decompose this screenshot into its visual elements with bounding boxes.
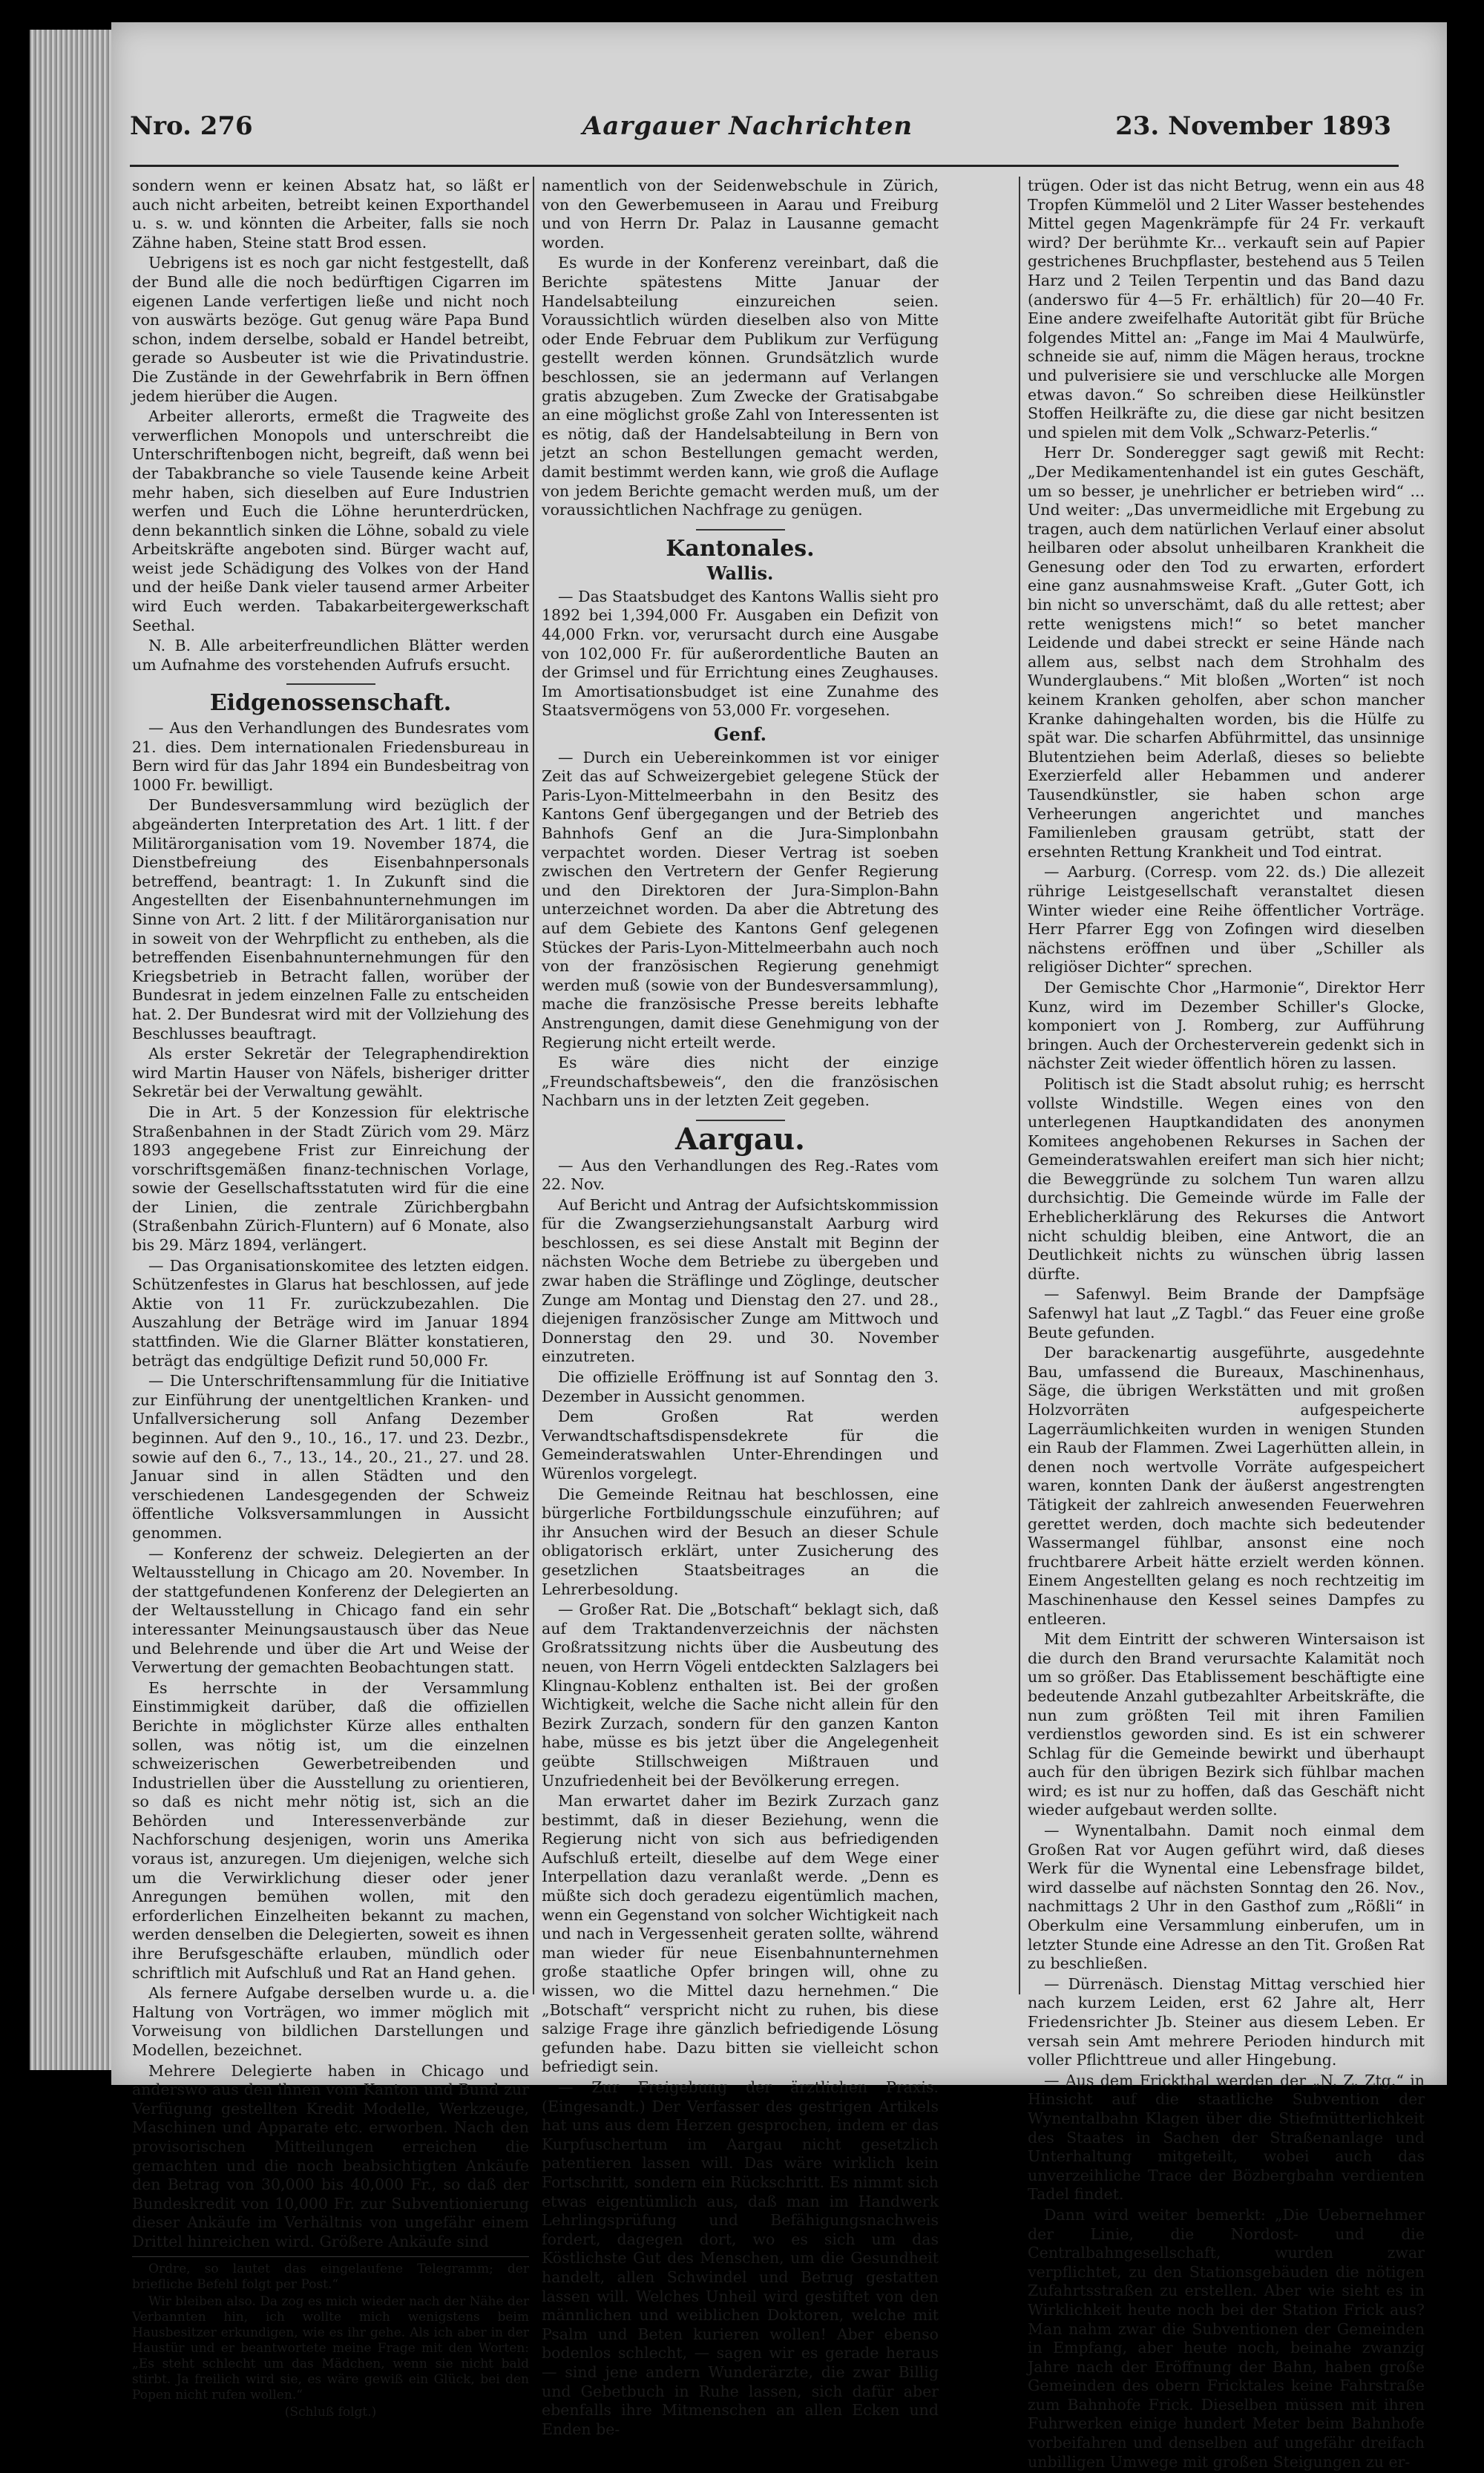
- article-paragraph: Es wäre dies nicht der einzige „Freundschaftsbeweis“, den die französischen Nachbarn uns in der letzten Zeit gegeben.: [542, 1054, 939, 1110]
- section-divider: [696, 1120, 785, 1121]
- article-paragraph: N. B. Alle arbeiterfreundlichen Blätter werden um Aufnahme des vorstehenden Aufrufs ersucht.: [132, 637, 529, 674]
- article-paragraph: — Aus dem Frickthal werden der „N. Z. Ztg.“ in Hinsicht auf die staatliche Subvention der Wynentalbahn Klagen über die Stiefmütterlichkeit des Staates in Sachen der Straßenanlage und Unterhaltung mitgeteilt, wobei auch das unverzeihliche Trace der Bözbergbahn verdienten Tadel findet.: [1028, 2071, 1425, 2204]
- article-paragraph: Die offizielle Eröffnung ist auf Sonntag den 3. Dezember in Aussicht genommen.: [542, 1368, 939, 1405]
- article-paragraph: — Die Unterschriftensammlung für die Initiative zur Einführung der unentgeltlichen Kranken- und Unfallversicherung soll Anfang Dezember beginnen. Auf den 9., 10., 16., 17. und 23. Dezbr., sowie auf den 6., 7., 13., 14., 20., 21., 27. und 28. Januar sind in allen Städten und den verschiedenen Landesgegenden der Schweiz öffentliche Volksversammlungen in Aussicht genommen.: [132, 1372, 529, 1542]
- article-paragraph: Mit dem Eintritt der schweren Wintersaison ist die durch den Brand verursachte Kalamität noch um so größer. Das Etablissement beschäftigte eine bedeutende Anzahl gutbezahlter Arbeitskräfte, die nun zum größten Teil mit ihren Familien verdienstlos geworden sind. Es ist ein schwerer Schlag für die Gemeinde bewirkt und überhaupt auch für den übrigen Bezirk sich fühlbar machen wird; es ist nur zu hoffen, daß das Geschäft nicht wieder aufgebaut werden sollte.: [1028, 1630, 1425, 1819]
- article-paragraph: Politisch ist die Stadt absolut ruhig; es herrscht vollste Windstille. Wegen eines von den unterlegenen Hauptkandidaten des anonymen Komitees angehobenen Rekurses in Sachen der Gemeinderatswahlen ereifert man sich hier nicht; die Beweggründe zu solchem Tun waren allzu durchsichtig. Die Gemeinde würde im Falle der Erheblicherklärung des Rekurses die Antwort nicht schuldig bleiben, eine Antwort, die an Deutlichkeit nichts zu wünschen übrig lassen dürfte.: [1028, 1074, 1425, 1283]
- issue-number: Nro. 276: [130, 111, 253, 141]
- article-paragraph: — Konferenz der schweiz. Delegierten an der Weltausstellung in Chicago am 20. November. In der stattgefundenen Konferenz der Delegierten an der Weltausstellung in Chicago fand ein sehr interessanter Meinungsaustausch über das Neue und Belehrende und über die Art und Weise der Verwertung der gemachten Beobachtungen statt.: [132, 1544, 529, 1677]
- column-divider: [1019, 177, 1020, 1994]
- column-3: [1028, 177, 1425, 2473]
- article-paragraph: — Aarburg. (Corresp. vom 22. ds.) Die allezeit rührige Leistgesellschaft veranstaltet diesen Winter wieder eine Reihe öffentlicher Vorträge. Herr Pfarrer Egg von Zofingen wird dieselben nächstens eröffnen und über „Schiller als religiöser Dichter“ sprechen.: [1028, 863, 1425, 976]
- article-paragraph: — Zur Freigebung der ärztlichen Praxis. (Eingesandt.) Der Verfasser des gestrigen Artikels hat uns aus dem Herzen gesprochen, indem er das Kurpfuschertum im Aargau nicht gesetzlich patentieren lassen will. Das wäre wirklich kein Fortschritt, sondern ein Rückschritt. Es nimmt sich etwas eigentümlich aus, daß man im Handwerk Lehrlingsprüfung und Befähigungsnachweis fordert, dagegen dort, wo es sich um das Köstlichste Gut des Menschen, um die Gesundheit handelt, allen Schwindel und Betrug gestatten lassen will. Welches Unheil wird gestiftet von den männlichen und weiblichen Doktoren, welche mit Psalm und Beten kurieren wollen! Aber ebenso bodenlos schlecht, — sagen wir es gerade heraus — sind jene andern Wunderärzte, die zwar Billig und Gebetbuch in Ruhe lassen, sich dafür aber ebenfalls ihre Mitmenschen an allen Ecken und Enden be-: [542, 2078, 939, 2438]
- subsection-heading: Genf.: [713, 723, 767, 746]
- article-paragraph: Arbeiter allerorts, ermeßt die Tragweite des verwerflichen Monopols und unterschreibt die Unterschriftenbogen nicht, begreift, daß wenn bei der Tabakbranche so viele Tausende keine Arbeit mehr haben, sich dieselben auf Eure Industrien werfen und Euch die Löhne herunterdrücken, denn bekanntlich sinken die Löhne, sobald zu viele Arbeitskräfte angeboten sind. Bürger wacht auf, weist jede Schädigung des Volkes von der Hand und der heiße Dank vieler tausend armer Arbeiter wird Euch werden. Tabakarbeitergewerkschaft Seethal.: [132, 407, 529, 634]
- header-rule: [130, 165, 1399, 167]
- article-paragraph: — Aus den Verhandlungen des Reg.-Rates vom 22. Nov.: [542, 1156, 939, 1194]
- feuilleton-paragraph: Wir bleiben also. Da zog es mich wieder nach der Nähe der Verbannten hin, ich wollte mich wenigstens beim Hausbesitzer erkundigen, wie es ihr gehe. Als ich aber in der Haustür und er beantwortete meine Frage mit den Worten: „Es steht schlecht um das Mädchen, wenn sie nicht bald stirbt. Ja freilich wird sie, es wäre gewiß ein Glück, bei den Popen nicht rufen wollen.“: [132, 2293, 530, 2403]
- article-paragraph: — Dürrenäsch. Dienstag Mittag verschied hier nach kurzem Leiden, erst 62 Jahre alt, Herr Friedensrichter Jb. Steiner aus diesem Leben. Er versah sein Amt mehrere Perioden hindurch mit voller Pflichttreue und aller Hingebung.: [1028, 1974, 1425, 2069]
- article-paragraph: Auf Bericht und Antrag der Aufsichtskommission für die Zwangserziehungsanstalt Aarburg wird beschlossen, es sei diese Anstalt mit Beginn der nächsten Woche dem Betriebe zu übergeben und zwar haben die Sträflinge und Zöglinge, deutscher Zunge am Montag und Dienstag den 27. und 28., diejenigen französischer Zunge am Mittwoch und Donnerstag den 29. und 30. November einzutreten.: [542, 1195, 939, 1366]
- subsection-heading: Wallis.: [706, 562, 774, 585]
- article-paragraph: Die Gemeinde Reitnau hat beschlossen, eine bürgerliche Fortbildungsschule einzuführen; auf ihr Ansuchen wird der Besuch an dieser Schule obligatorisch erklärt, unter Zusicherung des gesetzlichen Staatsbeitrages an die Lehrerbesoldung.: [542, 1485, 939, 1598]
- article-paragraph: Herr Dr. Sonderegger sagt gewiß mit Recht: „Der Medikamentenhandel ist ein gutes Geschäft, um so besser, je unehrlicher er betrieben wird“ ... Und weiter: „Das unvermeidliche mit Ergebung zu tragen, auch dem natürlichen Verlauf einer absolut heilbaren oder absolut unheilbaren Krankheit die Genesung oder den Tod zu erwarten, erfordert eine ganz ausnahmsweise Kraft. „Guter Gott, ich bin nicht so unverschämt, daß du alle rettest; aber rette wenigstens mich!“ so betet mancher Leidende und dabei streckt er seine Hände nach allem aus, selbst nach dem Strohhalm des Wunderglaubens.“ Mit bloßen „Worten“ ist noch keinem Kranken geholfen, aber schon mancher Kranke dahingehalten worden, bis die Hülfe zu spät war. Die scharfen Abführmittel, das unsinnige Blutentziehen beim Aderlaß, dieses so beliebte Exerzierfeld aller Hebammen und anderer Tausendkünstler, sie haben schon arge Verheerungen angerichtet und manches Familienleben grausam getrübt, statt der ersehnten Rettung Krankheit und Tod eintrat.: [1028, 444, 1425, 861]
- article-paragraph: Der Bundesversammlung wird bezüglich der abgeänderten Interpretation des Art. 1 litt. f der Militärorganisation vom 19. November 1874, die Dienstbefreiung des Eisenbahnpersonals betreffend, beantragt: 1. In Zukunft sind die Angestellten der Eisenbahnunternehmungen im Sinne von Art. 2 litt. f der Militärorganisation nur in soweit von der Wehrpflicht zu entheben, als die betreffenden Eisenbahnunternehmungen für den Kriegsbetrieb in Betracht fallen, worüber der Bundesrat in jedem einzelnen Falle zu entscheiden hat. 2. Der Bundesrat wird mit der Vollziehung des Beschlusses beauftragt.: [132, 796, 529, 1042]
- section-heading: Eidgenossenschaft.: [209, 690, 452, 717]
- article-paragraph: — Das Staatsbudget des Kantons Wallis sieht pro 1892 bei 1,394,000 Fr. Ausgaben ein Defizit von 44,000 Frkn. vor, verursacht durch eine Ausgabe von 102,000 Fr. für außerordentliche Bauten an der Grimsel und für Errichtung eines Zeughauses. Im Amortisationsbudget ist eine Zunahme des Staatsvermögens von 53,000 Fr. vorgesehen.: [542, 587, 939, 720]
- section-divider: [696, 529, 785, 531]
- article-paragraph: sondern wenn er keinen Absatz hat, so läßt er auch nicht arbeiten, betreibt keinen Exporthandel u. s. w. und könnten die Arbeiter, falls sie noch Zähne haben, Steine statt Brod essen.: [132, 177, 529, 252]
- article-paragraph: Uebrigens ist es noch gar nicht festgestellt, daß der Bund alle die noch bedürftigen Cigarren im eigenen Lande verfertigen ließe und nicht noch von auswärts bezöge. Gut genug wäre Papa Bund schon, indem derselbe, sobald er Handel betreibt, gerade so Ausbeuter ist wie die Privatindustrie. Die Zustände in der Gewehrfabrik in Bern öffnen jedem hierüber die Augen.: [132, 254, 529, 405]
- article-paragraph: Mehrere Delegierte haben in Chicago und anderswo aus den ihnen vom Kanton und Bund zur Verfügung gestellten Kredit Modelle, Werkzeuge, Maschinen und Apparate etc. erworben. Nach den provisorischen Mitteilungen erreichen die gemachten und die noch beabsichtigten Ankäufe den Betrag von 30,000 bis 40,000 Fr., so daß der Bundeskredit von 10,000 Fr. zur Subventionierung dieser Ankäufe im Verhältnis von ungefähr einem Drittel hinreichen wird. Größere Ankäufe sind: [132, 2061, 529, 2250]
- feuilleton-paragraph: (Schluß folgt.): [284, 2404, 377, 2420]
- section-heading: Aargau.: [675, 1121, 805, 1157]
- article-paragraph: Es wurde in der Konferenz vereinbart, daß die Berichte spätestens Mitte Januar der Handelsabteilung einzureichen seien. Voraussichtlich würden dieselben also von Mitte oder Ende Februar dem Publikum zur Verfügung gestellt werden können. Grundsätzlich wurde beschlossen, sie an jedermann auf Verlangen gratis abzugeben. Zum Zwecke der Gratisabgabe an eine möglichst große Zahl von Interessenten ist es nötig, daß der Handelsabteilung in Bern von jetzt an schon Bestellungen gemacht werden, damit bestimmt werden kann, wie groß die Auflage von jedem Berichte gemacht werden muß, um der voraussichtlichen Nachfrage zu genügen.: [542, 254, 939, 519]
- article-paragraph: — Großer Rat. Die „Botschaft“ beklagt sich, daß auf dem Traktandenverzeichnis der nächsten Großratssitzung nichts über die Ausbeutung des neuen, von Herrn Vögeli entdeckten Salzlagers bei Klingnau-Koblenz enthalten ist. Bei der großen Wichtigkeit, welche die Sache nicht allein für den Bezirk Zurzach, sondern für den ganzen Kanton habe, müsse es bis jetzt über die Angelegenheit geübte Stillschweigen Mißtrauen und Unzufriedenheit bei der Bevölkerung erregen.: [542, 1600, 939, 1790]
- article-paragraph: Als erster Sekretär der Telegraphendirektion wird Martin Hauser von Näfels, bisheriger dritter Sekretär bei der Verwaltung gewählt.: [132, 1045, 529, 1101]
- article-paragraph: trügen. Oder ist das nicht Betrug, wenn ein aus 48 Tropfen Kümmelöl und 2 Liter Wasser bestehendes Mittel gegen Magenkrämpfe für 24 Fr. verkauft wird? Der berühmte Kr... verkauft sein auf Papier gestrichenes Bruchpflaster, bestehend aus 5 Teilen Harz und 2 Teilen Terpentin und das Band dazu (anderswo für 4—5 Fr. erhältlich) für 20—40 Fr. Eine andere zweifelhafte Autorität gibt für Brüche folgendes Mittel an: „Fange im Mai 4 Maulwürfe, schneide sie auf, nimm die Mägen heraus, trockne und pulverisiere sie und verschlucke alle Morgen etwas davon.“ So schreiben diese Heilkünstler Stoffen Heilkräfte zu, die diese gar nicht besitzen und spielen mit dem Volk „Schwarz-Peterlis.“: [1028, 177, 1425, 441]
- article-paragraph: Dann wird weiter bemerkt: „Die Uebernehmer der Linie, die Nordost- und die Centralbahngesellschaft, wurden zwar verpflichtet, zu den Stationsgebäuden die nötigen Zufahrtsstraßen zu erstellen. Aber wie sieht es in Wirklichkeit heute noch bei der Station Frick aus? Man nahm zwar die Subventionen der Gemeinden in Empfang, aber heute noch, beinahe zwanzig Jahre nach der Eröffnung der Bahn, haben große Gemeinden des obern Fricktales keine Fahrstraße zum Bahnhofe Frick. Dieselben müssen mit ihren Fuhrwerken einige hundert Meter beim Bahnhofe vorbeifahren und denselben auf ungefähr dreifach unbilligen Umwege mit großen Steigungen zu er-: [1028, 2205, 1425, 2471]
- feuilleton-paragraph: Ordre, so lautet das eingelaufene Telegramm; der briefliche Befehl folgt per Post.“: [132, 2261, 529, 2292]
- article-paragraph: Dem Großen Rat werden Verwandtschaftsdispensdekrete für die Gemeinderatswahlen Unter-Ehrendingen und Würenlos vorgelegt.: [542, 1408, 939, 1482]
- section-divider: [132, 2256, 529, 2257]
- article-paragraph: — Das Organisationskomitee des letzten eidgen. Schützenfestes in Glarus hat beschlossen, auf jede Aktie von 11 Fr. zurückzubezahlen. Die Auszahlung der Beträge wird im Januar 1894 stattfinden. Wie die Glarner Blätter konstatieren, beträgt das endgültige Defizit rund 50,000 Fr.: [132, 1256, 529, 1370]
- section-heading: Kantonales.: [666, 535, 815, 562]
- article-paragraph: Man erwartet daher im Bezirk Zurzach ganz bestimmt, daß in dieser Beziehung, wenn die Regierung nicht von sich aus befriedigenden Aufschluß erteilt, dieselbe auf dem Wege einer Interpellation dazu veranlaßt werde. „Denn es müßte sich doch geradezu eigentümlich machen, wenn ein Gegenstand von solcher Wichtigkeit nach und nach in Vergessenheit geraten sollte, während man wieder für neue Eisenbahnunternehmen große staatliche Opfer bringen will, ohne zu wissen, wo die Mittel dazu hernehmen.“ Die „Botschaft“ verspricht nicht zu ruhen, bis diese salzige Frage ihre gänzlich befriedigende Lösung gefunden habe. Dazu bitten sie vielleicht schon befriedigt sein.: [542, 1792, 939, 2076]
- article-paragraph: Der barackenartig ausgeführte, ausgedehnte Bau, umfassend die Bureaux, Maschinenhaus, Säge, die übrigen Werkstätten und mit großen Holzvorräten aufgespeicherte Lagerräumlichkeiten wurden in wenigen Stunden ein Raub der Flammen. Zwei Lagerhütten allein, in denen noch wertvolle Vorräte aufgespeichert waren, konnten Dank der äußerst angestrengten Tätigkeit der zahlreich anwesenden Feuerwehren gerettet werden, doch machte sich bedeutender Wassermangel fühlbar, ansonst eine noch fruchtbarere Arbeit hätte erzielt werden können. Einem Angestellten gelang es noch rechtzeitig im Maschinenhause den Kessel seines Dampfes zu entleeren.: [1028, 1344, 1425, 1628]
- column-2: [542, 177, 939, 2440]
- article-paragraph: — Durch ein Uebereinkommen ist vor einiger Zeit das auf Schweizergebiet gelegene Stück der Paris-Lyon-Mittelmeerbahn in den Besitz des Kantons Genf übergegangen und der Betrieb des Bahnhofs Genf an die Jura-Simplonbahn verpachtet worden. Dieser Vertrag ist soeben zwischen den Vertretern der Genfer Regierung und den Direktoren der Jura-Simplon-Bahn unterzeichnet worden. Da aber die Abtretung des auf dem Gebiete des Kantons Genf gelegenen Stückes der Paris-Lyon-Mittelmeerbahn auch noch von der französischen Regierung genehmigt werden muß (sowie von der Bundesversammlung), mache die französische Presse bereits lebhafte Anstrengungen, damit diese Genehmigung von der Regierung nicht erteilt werde.: [542, 748, 939, 1051]
- article-paragraph: Der Gemischte Chor „Harmonie“, Direktor Herr Kunz, wird im Dezember Schiller's Glocke, komponiert von J. Romberg, zur Aufführung bringen. Auch der Orchesterverein gedenkt sich in nächster Zeit wieder öffentlich hören zu lassen.: [1028, 978, 1425, 1073]
- article-paragraph: — Safenwyl. Beim Brande der Dampfsäge Safenwyl hat laut „Z Tagbl.“ das Feuer eine große Beute gefunden.: [1028, 1285, 1425, 1341]
- column-1: [132, 177, 529, 2422]
- article-paragraph: — Wynentalbahn. Damit noch einmal dem Großen Rat vor Augen geführt wird, daß dieses Werk für die Wynental eine Lebensfrage bildet, wird dasselbe auf nächsten Sonntag den 26. Nov., nachmittags 2 Uhr in den Gasthof zum „Rößli“ in Oberkulm eine Versammlung einberufen, um in letzter Stunde eine Adresse an den Tit. Großen Rat zu beschließen.: [1028, 1822, 1425, 1973]
- newspaper-title: Aargauer Nachrichten: [582, 111, 913, 141]
- article-paragraph: Die in Art. 5 der Konzession für elektrische Straßenbahnen in der Stadt Zürich vom 29. März 1893 angegebene Frist zur Einreichung der vorschriftsgemäßen finanz-technischen Vorlage, sowie der Gesellschaftsstatuten wird für die eine der Linien, die zentrale Zürichbergbahn (Straßenbahn Zürich-Fluntern) auf 6 Monate, also bis 29. März 1894, verlängert.: [132, 1103, 529, 1255]
- section-divider: [286, 683, 375, 685]
- issue-date: 23. November 1893: [1115, 111, 1391, 141]
- masthead: [130, 111, 1391, 163]
- article-paragraph: Es herrschte in der Versammlung Einstimmigkeit darüber, daß die offiziellen Berichte in möglichster Kürze alles enthalten sollen, was nötig ist, um die einzelnen schweizerischen Gewerbetreibenden und Industriellen über die Ausstellung zu orientieren, so daß es nicht mehr nötig ist, sich an die Behörden und Interessenverbände zur Nachforschung desjenigen, worin uns Amerika voraus ist, anzuregen. Um diejenigen, welche sich um die Verwirklichung dieser oder jener Anregungen bemühen wollen, mit den erforderlichen Einzelheiten bekannt zu machen, werden denselben die Delegierten, soweit es ihnen ihre Berufsgeschäfte erlauben, mündlich oder schriftlich mit Aufschluß und Rat an Hand gehen.: [132, 1678, 529, 1982]
- article-paragraph: Als fernere Aufgabe derselben wurde u. a. die Haltung von Vorträgen, wo immer möglich mit Vorweisung von bildlichen Darstellungen und Modellen, bezeichnet.: [132, 1984, 529, 2059]
- article-paragraph: — Aus den Verhandlungen des Bundesrates vom 21. dies. Dem internationalen Friedensbureau in Bern wird für das Jahr 1894 ein Bundesbeitrag von 1000 Fr. bewilligt.: [132, 719, 529, 794]
- column-divider: [533, 177, 534, 1994]
- article-paragraph: namentlich von der Seidenwebschule in Zürich, von den Gewerbemuseen in Aarau und Freiburg und von Herrn Dr. Palaz in Lausanne gemacht worden.: [542, 177, 939, 252]
